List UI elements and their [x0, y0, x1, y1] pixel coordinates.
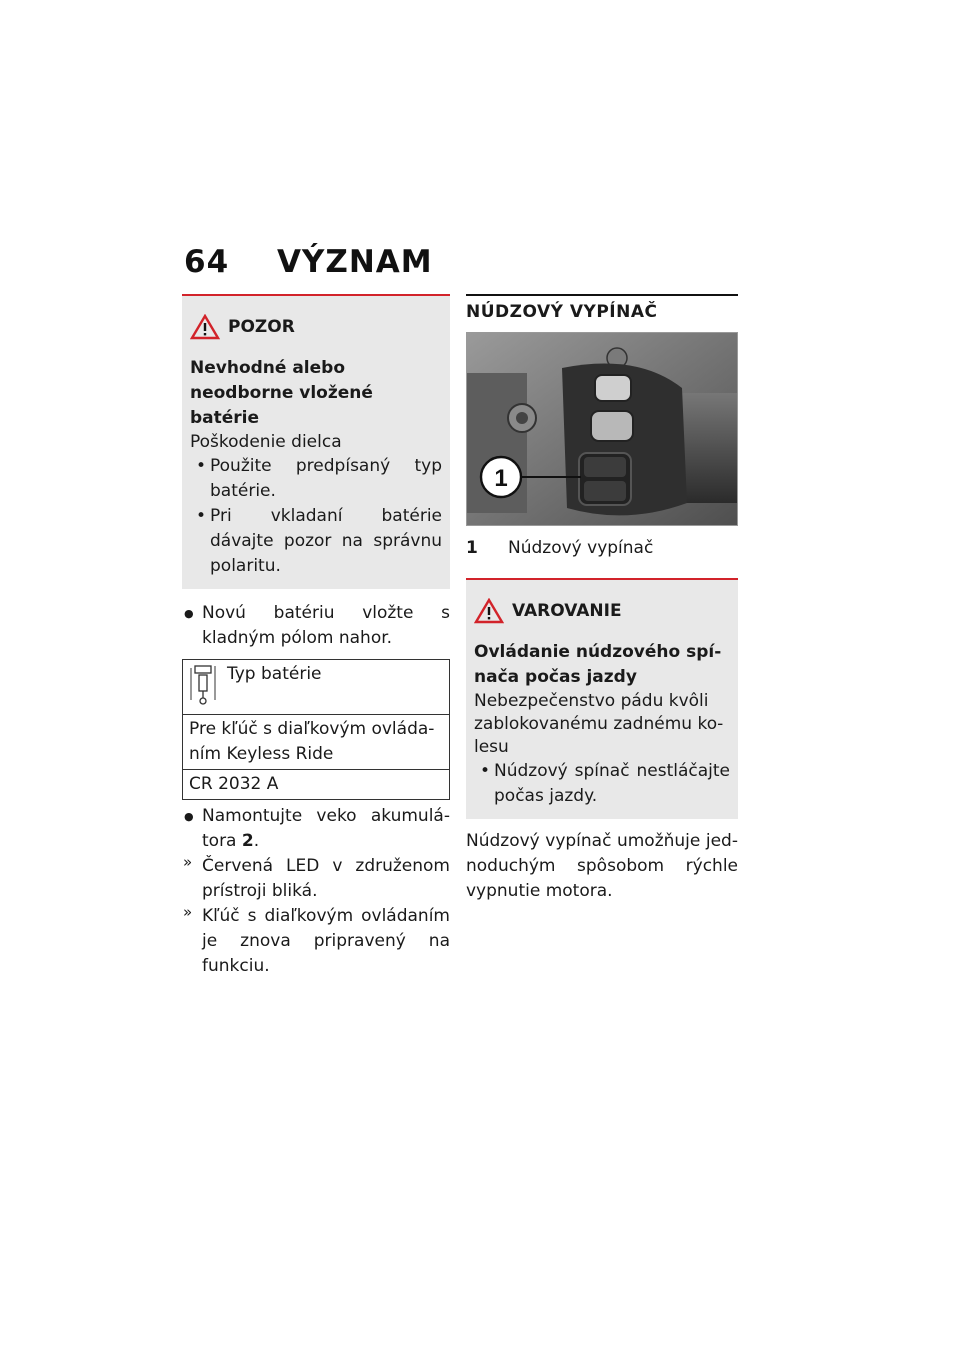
step-mount-cover — [182, 804, 450, 854]
spec-row-value: CR 2032 A — [183, 770, 450, 800]
section-title: NÚDZOVÝ VYPÍNAČ — [466, 294, 738, 322]
right-column — [466, 294, 738, 904]
part-reference: 2 — [241, 831, 254, 851]
handlebar-switch-photo — [466, 332, 738, 526]
legend-text: Núdzový vypínač — [508, 538, 654, 558]
emergency-switch-paragraph: Núdzový vypínač umožňuje jednoduchým spôsobom rýchle vypnutie motora. — [466, 831, 738, 901]
step-mount-cover-text: Namontujte veko akumulátora — [202, 806, 450, 851]
photo-legend — [466, 538, 738, 558]
page-number: 64 — [184, 244, 230, 280]
warning-consequence: Nebezpečenstvo pádu kvôli zablokovanému zadnému kolesu — [474, 691, 724, 757]
result-led: » Červená LED v združenom prístroji bliká. — [182, 854, 450, 904]
spec-header-row — [183, 660, 450, 715]
caution-bullet: • Pri vkladaní batérie dávajte pozor na správnu polaritu. — [190, 504, 442, 579]
spec-row — [183, 770, 450, 800]
page-title: VÝZNAM — [276, 244, 433, 280]
warning-bullet: • Núdzový spínač nestláčajte počas jazdy. — [474, 759, 730, 809]
battery-spec-icon — [189, 662, 219, 706]
step-insert-battery: ● Novú batériu vložte s kladným pólom nahor. — [182, 601, 450, 651]
warning-title: Ovládanie núdzového spínača počas jazdy — [474, 642, 722, 687]
warning-label: VAROVANIE — [512, 601, 622, 621]
page-header — [184, 244, 433, 280]
warning-triangle-icon — [474, 598, 504, 624]
spec-row-label: Pre kľúč s diaľkovým ovládaním Keyless Ride — [183, 715, 450, 770]
warning-box — [466, 578, 738, 819]
caution-box — [182, 294, 450, 589]
caution-consequence: Poškodenie dielca — [190, 432, 342, 452]
left-column — [182, 294, 450, 979]
warning-header — [474, 598, 730, 624]
spec-header-label: Typ batérie — [227, 664, 322, 684]
caution-header — [190, 314, 442, 340]
caution-title: Nevhodné alebo neodborne vložené batérie — [190, 358, 373, 428]
step-mount-cover-end: . — [253, 831, 260, 851]
result-key-ready: » Kľúč s diaľkovým ovládaním je znova pripravený na funkciu. — [182, 904, 450, 979]
caution-label: POZOR — [228, 317, 295, 337]
photo-callout-label: 1 — [494, 465, 508, 492]
battery-spec-table — [182, 659, 450, 800]
spec-header-cell — [183, 660, 450, 715]
spec-row — [183, 715, 450, 770]
warning-triangle-icon — [190, 314, 220, 340]
legend-number: 1 — [466, 538, 478, 558]
caution-bullet: • Použite predpísaný typ batérie. — [190, 454, 442, 504]
